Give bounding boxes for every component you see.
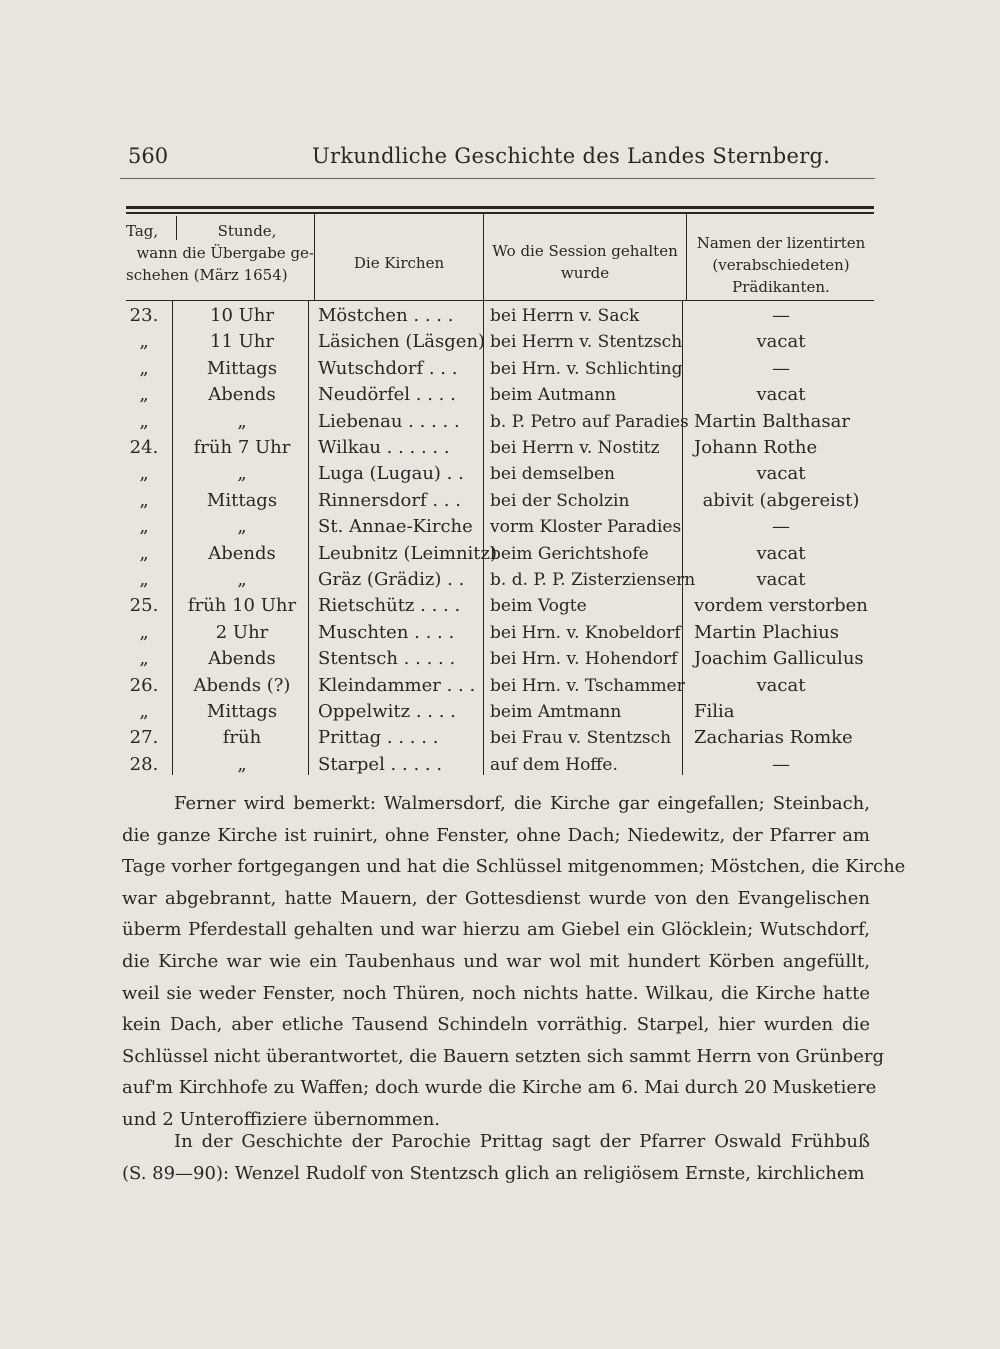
- table-row: [126, 409, 874, 435]
- cell-time: 2 Uhr: [215, 621, 269, 643]
- cell-time: früh 7 Uhr: [193, 437, 291, 458]
- cell-place: beim Autmann: [490, 385, 617, 406]
- cell-name: vordem verstorben: [694, 595, 868, 617]
- cell-place: bei demselben: [490, 464, 615, 485]
- cell-time: früh 10 Uhr: [187, 595, 297, 617]
- cell-place: bei Herrn v. Nostitz: [490, 438, 660, 458]
- cell-day: „: [139, 569, 149, 590]
- header-names-3: Prädikanten.: [732, 278, 830, 296]
- table-row: [126, 356, 874, 382]
- cell-church: Stentsch . . . . .: [318, 648, 456, 670]
- cell-time: 11 Uhr: [210, 331, 274, 353]
- header-divider: [686, 214, 687, 300]
- table-row: [126, 303, 874, 329]
- text-line: kein Dach, aber etliche Tausend Schindeln vorräthig. Starpel, hier wurden die: [122, 1014, 870, 1036]
- cell-church: Liebenau . . . . .: [318, 410, 460, 432]
- cell-time: „: [237, 753, 247, 775]
- table-row: [126, 699, 874, 725]
- cell-church: Oppelwitz . . . .: [318, 701, 456, 722]
- cell-day: „: [139, 331, 149, 353]
- cell-place: beim Amtmann: [490, 702, 622, 722]
- cell-name: vacat: [756, 463, 806, 485]
- cell-time: Abends (?): [193, 674, 291, 696]
- text-line: weil sie weder Fenster, noch Thüren, noch nichts hatte. Wilkau, die Kirche hatte: [122, 982, 870, 1004]
- text-line: Tage vorher fortgegangen und hat die Schlüssel mitgenommen; Möstchen, die Kirche: [122, 856, 906, 878]
- cell-church: Neudörfel . . . .: [318, 384, 456, 406]
- header-churches: Die Kirchen: [353, 254, 445, 272]
- cell-day: 28.: [129, 753, 159, 775]
- cell-day: „: [139, 516, 149, 538]
- cell-church: Muschten . . . .: [318, 621, 455, 643]
- cell-church: Gräz (Grädiz) . .: [318, 569, 465, 590]
- table-row: [126, 514, 874, 540]
- cell-name: —: [772, 753, 790, 775]
- cell-place: b. P. Petro auf Paradies: [490, 411, 689, 432]
- header-divider: [483, 214, 484, 300]
- text-line: auf'm Kirchhofe zu Waffen; doch wurde die Kirche am 6. Mai durch 20 Musketiere: [122, 1077, 877, 1099]
- cell-church: Wilkau . . . . . .: [318, 437, 450, 458]
- table-header: [126, 214, 874, 301]
- header-time: Stunde,: [217, 222, 277, 240]
- cell-place: bei Frau v. Stentzsch: [490, 728, 672, 749]
- cell-name: vacat: [756, 331, 806, 353]
- cell-name: vacat: [756, 384, 806, 406]
- table-row: [126, 620, 874, 646]
- table-top-rule: [126, 206, 874, 209]
- cell-place: beim Vogte: [490, 596, 587, 617]
- cell-church: Rinnersdorf . . .: [318, 489, 461, 511]
- header-day: Tag,: [126, 222, 159, 240]
- table-row: [126, 461, 874, 487]
- cell-church: Rietschütz . . . .: [318, 595, 461, 617]
- table-row: [126, 593, 874, 619]
- cell-name: vacat: [756, 542, 806, 564]
- header-names-1: Namen der lizentirten: [696, 234, 866, 252]
- table-row: [126, 567, 874, 593]
- table-row: [126, 541, 874, 567]
- cell-time: „: [237, 410, 247, 432]
- cell-day: „: [139, 542, 149, 564]
- cell-church: Läsichen (Läsgen): [318, 331, 486, 353]
- cell-time: „: [237, 516, 247, 538]
- cell-place: bei Hrn. v. Schlichting: [490, 358, 683, 379]
- header-date: schehen (März 1654): [126, 266, 288, 284]
- cell-place: auf dem Hoffe.: [490, 754, 618, 775]
- cell-church: Kleindammer . . .: [318, 674, 476, 696]
- page-number: 560: [128, 144, 169, 168]
- cell-time: Mittags: [206, 701, 278, 722]
- cell-day: „: [139, 621, 149, 643]
- cell-church: Prittag . . . . .: [318, 727, 439, 749]
- cell-name: Johann Rothe: [694, 437, 818, 458]
- cell-place: vorm Kloster Paradies: [490, 517, 682, 538]
- cell-church: Möstchen . . . .: [318, 305, 454, 326]
- table-row: [126, 382, 874, 408]
- cell-time: Abends: [208, 384, 276, 406]
- header-rule: [120, 178, 875, 179]
- cell-place: b. d. P. P. Zisterziensern: [490, 570, 696, 590]
- table-body: [126, 301, 874, 781]
- text-line: die Kirche war wie ein Taubenhaus und war wol mit hundert Körben angefüllt,: [122, 950, 870, 972]
- cell-day: 27.: [129, 727, 159, 749]
- cell-name: abivit (abgereist): [702, 489, 860, 511]
- table-row: [126, 329, 874, 355]
- cell-place: bei Herrn v. Sack: [490, 306, 640, 326]
- cell-place: bei Hrn. v. Tschammer: [490, 675, 685, 696]
- header-when: wann die Übergabe ge-: [136, 244, 314, 262]
- cell-time: „: [237, 569, 247, 590]
- cell-time: früh: [222, 727, 262, 749]
- cell-name: Martin Balthasar: [694, 410, 850, 432]
- table-row: [126, 435, 874, 461]
- transfer-table: [126, 206, 874, 781]
- cell-name: —: [772, 516, 790, 538]
- cell-name: vacat: [756, 569, 806, 590]
- cell-day: „: [139, 357, 149, 379]
- header-names-2: (verabschiedeten): [712, 256, 850, 274]
- cell-time: 10 Uhr: [210, 305, 274, 326]
- table-row: [126, 752, 874, 778]
- cell-church: Starpel . . . . .: [318, 753, 443, 775]
- cell-day: 26.: [129, 674, 159, 696]
- paragraph-notes: [122, 788, 906, 1136]
- text-line: (S. 89—90): Wenzel Rudolf von Stentzsch glich an religiösem Ernste, kirchlichem: [122, 1162, 865, 1184]
- table-row: [126, 488, 874, 514]
- cell-place: bei Hrn. v. Knobeldorf: [490, 622, 681, 643]
- cell-time: Mittags: [206, 357, 278, 379]
- table-row: [126, 725, 874, 751]
- cell-church: Wutschdorf . . .: [318, 357, 458, 379]
- cell-place: bei der Scholzin: [490, 490, 630, 511]
- cell-name: Filia: [694, 701, 735, 722]
- cell-name: —: [772, 357, 790, 379]
- cell-day: „: [139, 410, 149, 432]
- cell-day: „: [139, 489, 149, 511]
- text-line: die ganze Kirche ist ruinirt, ohne Fenster, ohne Dach; Niedewitz, der Pfarrer am: [122, 824, 870, 846]
- cell-time: Abends: [208, 648, 276, 670]
- header-divider: [176, 216, 177, 240]
- paragraph-prittag: [122, 1126, 870, 1189]
- cell-place: beim Gerichtshofe: [490, 543, 649, 564]
- header-session-1: Wo die Session gehalten: [492, 242, 678, 260]
- cell-name: Joachim Galliculus: [694, 648, 864, 670]
- table-row: [126, 673, 874, 699]
- text-line: überm Pferdestall gehalten und war hierzu am Giebel ein Glöcklein; Wutschdorf,: [122, 919, 870, 941]
- header-session-2: wurde: [560, 264, 610, 282]
- text-line: In der Geschichte der Parochie Prittag sagt der Pfarrer Oswald Frühbuß: [174, 1131, 870, 1152]
- cell-name: —: [772, 305, 790, 326]
- cell-day: „: [139, 648, 149, 670]
- text-line: und 2 Unteroffiziere übernommen.: [122, 1108, 441, 1130]
- cell-church: St. Annae-Kirche: [318, 516, 473, 538]
- cell-place: bei Hrn. v. Hohendorf: [490, 649, 678, 670]
- cell-day: „: [139, 463, 149, 485]
- cell-day: 25.: [129, 595, 159, 617]
- text-line: Schlüssel nicht überantwortet, die Bauern setzten sich sammt Herrn von Grünberg: [122, 1045, 884, 1067]
- cell-place: bei Herrn v. Stentzsch: [490, 332, 683, 353]
- cell-name: Zacharias Romke: [694, 727, 853, 749]
- text-line: war abgebrannt, hatte Mauern, der Gottesdienst wurde von den Evangelischen: [122, 887, 870, 909]
- cell-church: Leubnitz (Leimnitz): [318, 542, 498, 564]
- cell-name: vacat: [756, 674, 806, 696]
- running-title: Urkundliche Geschichte des Landes Sternberg.: [312, 144, 831, 168]
- cell-day: 23.: [129, 305, 159, 326]
- cell-time: „: [237, 463, 247, 485]
- text-line: Ferner wird bemerkt: Walmersdorf, die Kirche gar eingefallen; Steinbach,: [174, 793, 870, 814]
- header-divider: [314, 214, 315, 300]
- cell-day: „: [139, 384, 149, 406]
- table-row: [126, 646, 874, 672]
- cell-name: Martin Plachius: [694, 621, 839, 643]
- cell-day: 24.: [129, 437, 159, 458]
- cell-time: Mittags: [206, 489, 278, 511]
- cell-time: Abends: [208, 542, 276, 564]
- cell-church: Luga (Lugau) . .: [318, 463, 464, 485]
- cell-day: „: [139, 701, 149, 722]
